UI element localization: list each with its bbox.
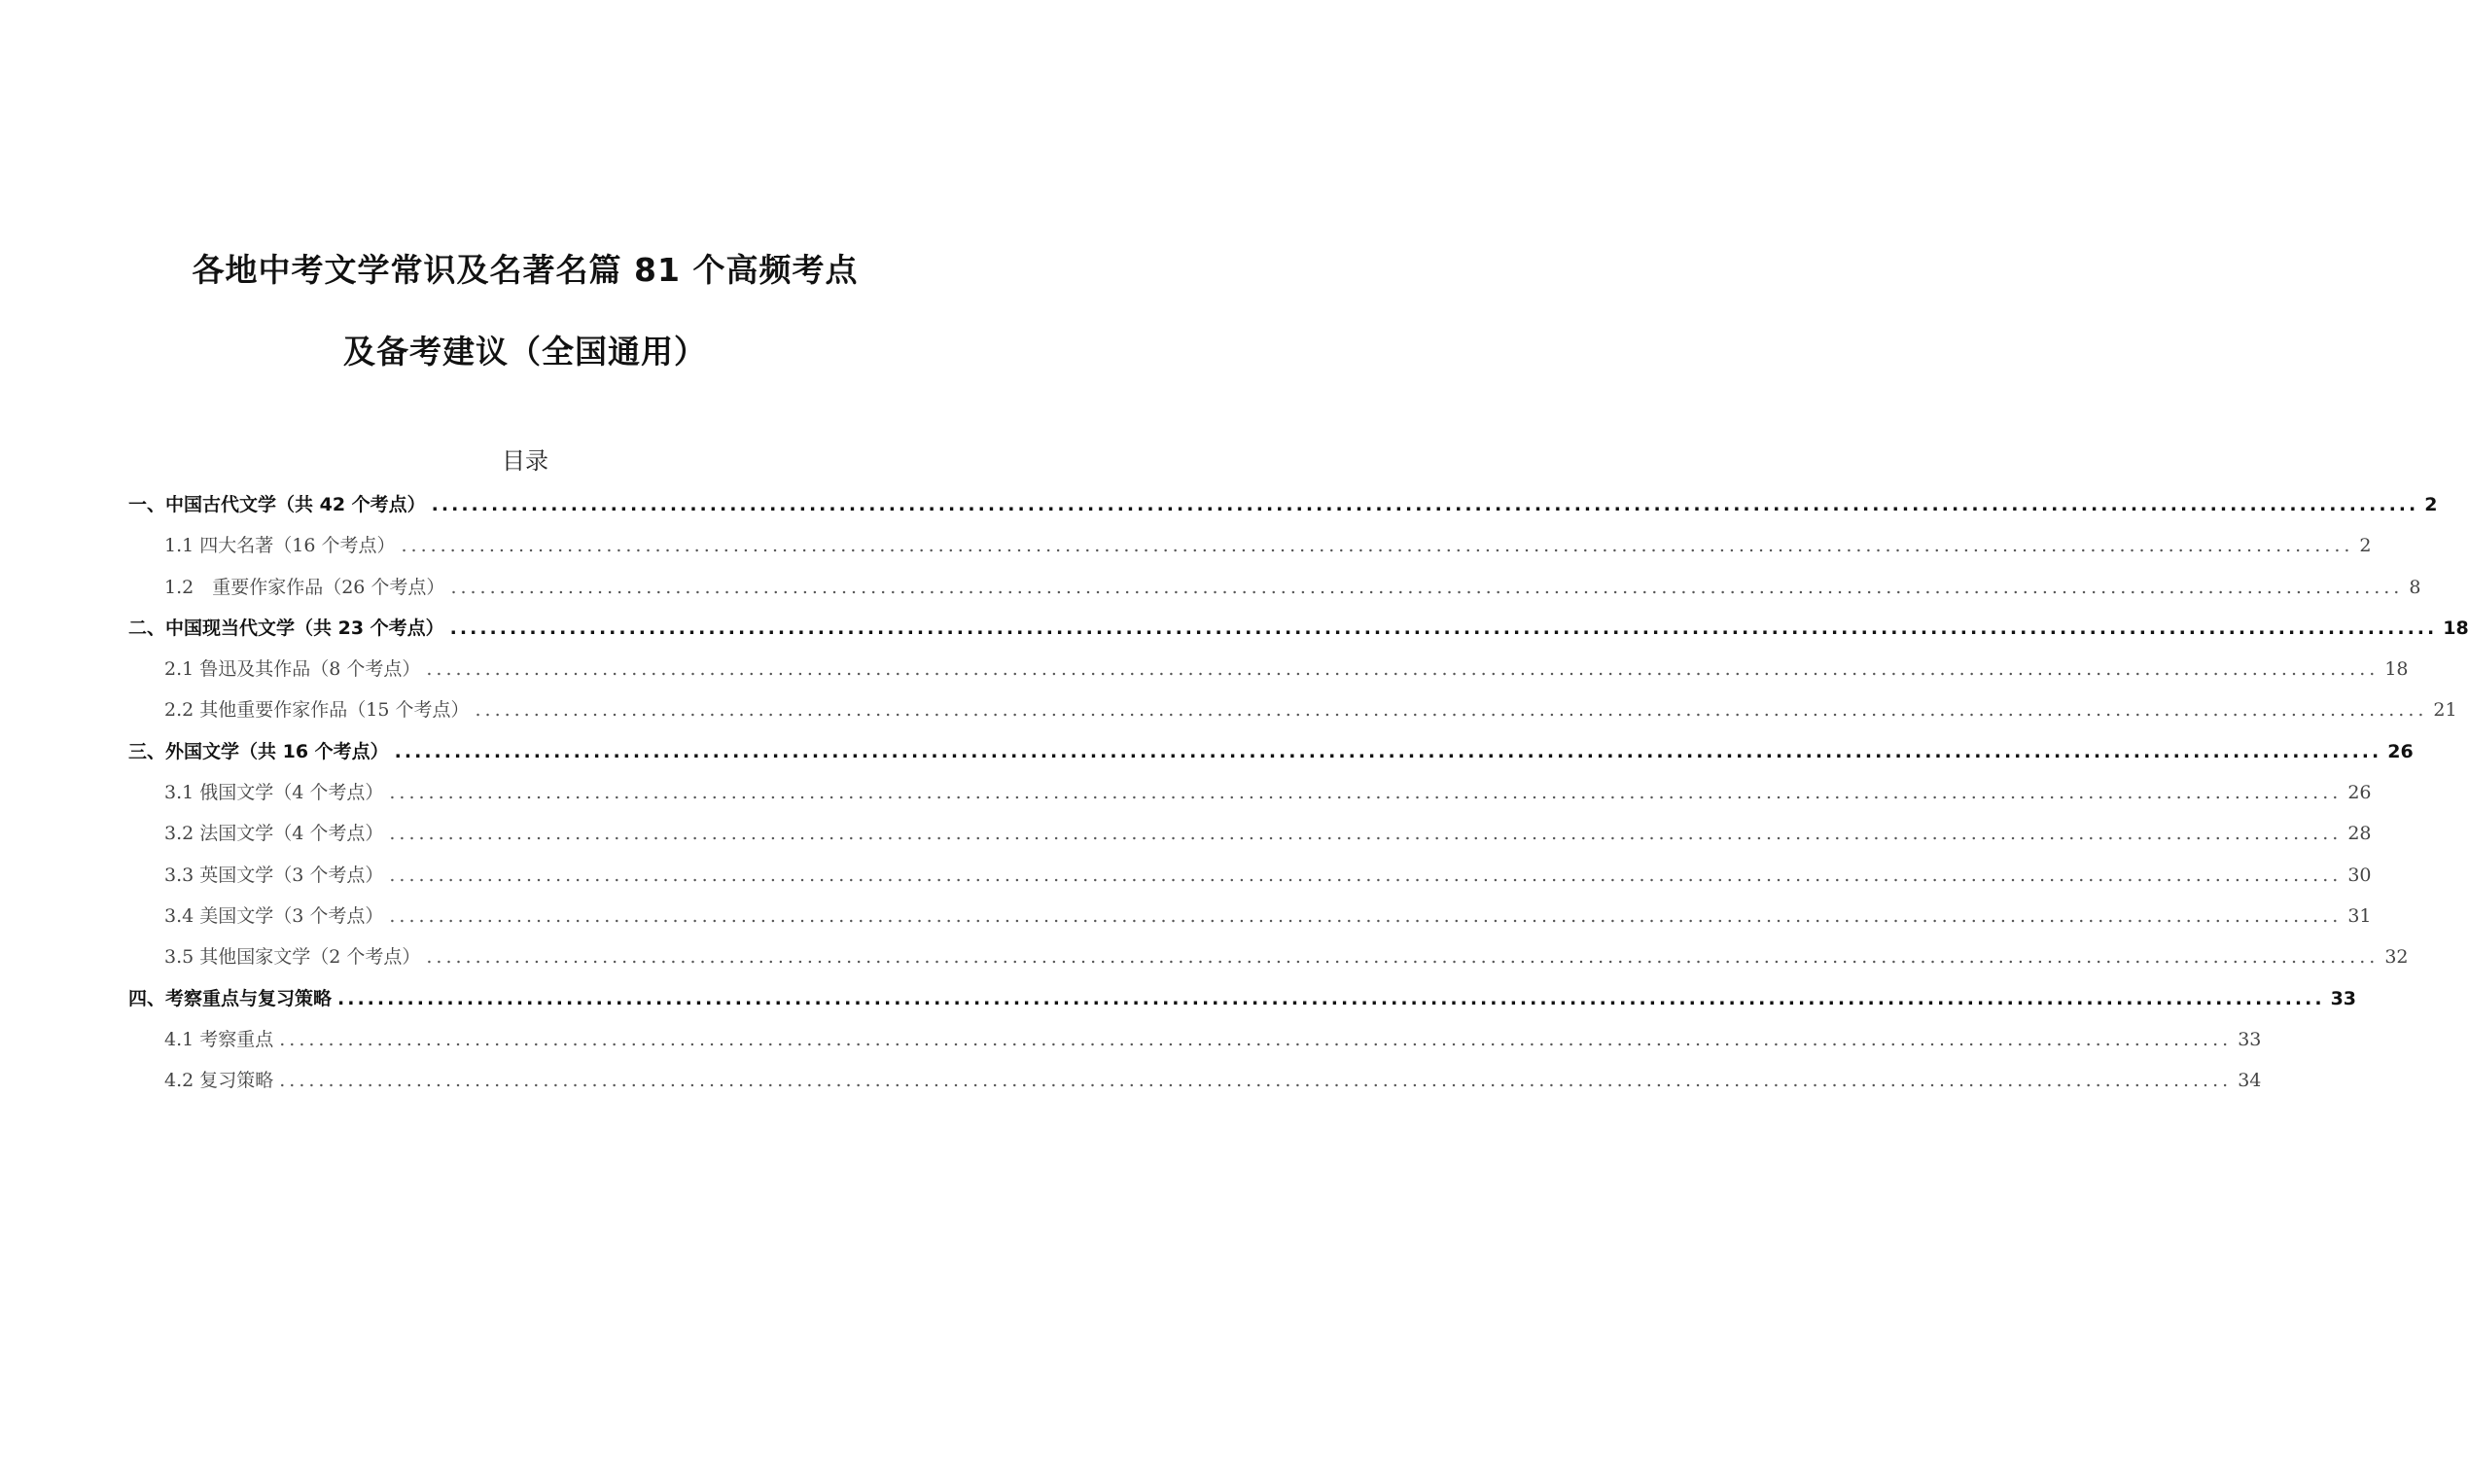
toc-entry-label: 2.2 其他重要作家作品（15 个考点） [164,699,470,722]
toc-entry-section[interactable] [128,813,2372,854]
toc-entry-label: 4.1 考察重点 [164,1028,274,1050]
toc-entry-label: 3.1 俄国文学（4 个考点） [164,782,384,804]
toc-entry-page-number: 8 [2409,576,2421,598]
toc-entry-chapter[interactable] [128,608,2469,649]
toc-dot-leader: ........................................................................................................................................................................................................ [475,699,2428,722]
toc-dot-leader: ........................................................................................................................................................................................................ [431,494,2419,515]
toc-entry-page-number: 33 [2238,1028,2262,1050]
toc-dot-leader: ........................................................................................................................................................................................................ [389,823,2343,845]
toc-dot-leader: ........................................................................................................................................................................................................ [389,904,2343,927]
toc-dot-leader: ........................................................................................................................................................................................................ [426,658,2380,681]
toc-entry-label: 3.5 其他国家文学（2 个考点） [164,946,421,969]
toc-entry-page-number: 26 [2347,782,2372,804]
toc-entry-chapter[interactable] [128,978,2357,1019]
toc-entry-chapter[interactable] [128,484,2438,525]
toc-dot-leader: ........................................................................................................................................................................................................ [389,864,2343,886]
toc-entry-page-number: 33 [2330,987,2357,1009]
toc-entry-page-number: 28 [2347,823,2372,845]
toc-entry-label: 4.2 复习策略 [164,1070,274,1092]
toc-entry-page-number: 34 [2238,1070,2262,1092]
toc-entry-chapter[interactable] [128,731,2414,772]
toc-entry-label: 一、中国古代文学（共 42 个考点） [128,494,426,515]
toc-entry-label: 三、外国文学（共 16 个考点） [128,740,389,762]
toc-entry-page-number: 2 [2359,535,2372,557]
toc-dot-leader: ........................................................................................................................................................................................................ [450,576,2404,598]
toc-dot-leader: ........................................................................................................................................................................................................ [449,617,2438,639]
toc-dot-leader: ........................................................................................................................................................................................................ [394,740,2382,762]
toc-entry-label: 2.1 鲁迅及其作品（8 个考点） [164,658,421,681]
toc-entry-page-number: 32 [2384,946,2409,969]
toc-entry-page-number: 26 [2387,740,2414,762]
toc-dot-leader: ........................................................................................................................................................................................................ [389,782,2343,804]
toc-entry-page-number: 31 [2347,904,2372,927]
toc-heading: 目录 [502,447,548,475]
toc-entry-section[interactable] [128,855,2372,896]
toc-entry-label: 四、考察重点与复习策略 [128,987,333,1009]
toc-entry-section[interactable] [128,567,2421,608]
toc-entry-page-number: 21 [2433,699,2457,722]
toc-entry-section[interactable] [128,689,2457,730]
toc-dot-leader: ........................................................................................................................................................................................................ [401,535,2354,557]
toc-dot-leader: ........................................................................................................................................................................................................ [279,1070,2233,1092]
toc-entry-section[interactable] [128,1019,2262,1060]
toc-dot-leader: ........................................................................................................................................................................................................ [426,946,2380,969]
toc-entry-label: 3.3 英国文学（3 个考点） [164,864,384,886]
toc-entry-label: 二、中国现当代文学（共 23 个考点） [128,617,444,639]
toc-entry-section[interactable] [128,525,2372,566]
toc-entry-section[interactable] [128,649,2409,689]
toc-entry-label: 3.2 法国文学（4 个考点） [164,823,384,845]
document-title-line-2: 及备考建议（全国通用） [343,333,707,371]
toc-entry-section[interactable] [128,772,2372,813]
table-of-contents [128,484,2469,1101]
toc-dot-leader: ........................................................................................................................................................................................................ [279,1028,2233,1050]
document-title-line-1: 各地中考文学常识及名著名篇 81 个高频考点 [192,251,859,289]
toc-dot-leader: ........................................................................................................................................................................................................ [337,987,2325,1009]
toc-entry-label: 1.2 重要作家作品（26 个考点） [164,576,445,598]
toc-entry-section[interactable] [128,896,2372,936]
toc-entry-page-number: 18 [2443,617,2469,639]
toc-entry-section[interactable] [128,936,2409,977]
toc-entry-label: 1.1 四大名著（16 个考点） [164,535,396,557]
toc-entry-page-number: 30 [2347,864,2372,886]
toc-entry-label: 3.4 美国文学（3 个考点） [164,904,384,927]
toc-entry-page-number: 2 [2424,494,2438,515]
toc-entry-section[interactable] [128,1060,2262,1101]
toc-entry-page-number: 18 [2384,658,2409,681]
